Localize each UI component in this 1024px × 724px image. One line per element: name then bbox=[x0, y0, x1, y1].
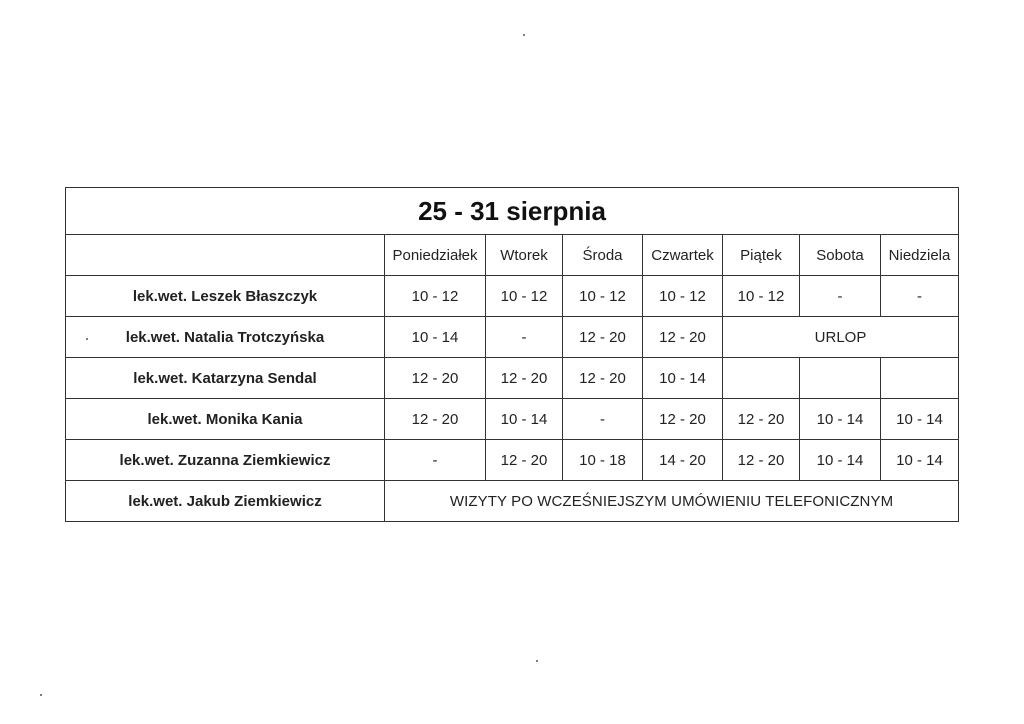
vet-name: lek.wet. Monika Kania bbox=[66, 399, 385, 440]
hours-cell: - bbox=[385, 440, 486, 481]
hours-cell: 10 - 14 bbox=[881, 399, 959, 440]
hours-cell bbox=[881, 358, 959, 399]
scan-speck bbox=[40, 694, 42, 696]
hours-cell: 14 - 20 bbox=[643, 440, 723, 481]
vet-name: lek.wet. Jakub Ziemkiewicz bbox=[66, 481, 385, 522]
day-header-monday: Poniedziałek bbox=[385, 235, 486, 276]
table-row bbox=[66, 358, 959, 399]
hours-cell: 10 - 14 bbox=[385, 317, 486, 358]
hours-cell: 10 - 12 bbox=[486, 276, 563, 317]
hours-cell: 12 - 20 bbox=[486, 440, 563, 481]
hours-cell: 10 - 14 bbox=[486, 399, 563, 440]
vet-name: lek.wet. Leszek Błaszczyk bbox=[66, 276, 385, 317]
hours-cell: 12 - 20 bbox=[643, 399, 723, 440]
hours-cell: 10 - 14 bbox=[800, 440, 881, 481]
hours-cell: - bbox=[800, 276, 881, 317]
hours-cell bbox=[800, 358, 881, 399]
vet-name: lek.wet. Natalia Trotczyńska bbox=[66, 317, 385, 358]
hours-cell: 12 - 20 bbox=[385, 358, 486, 399]
scan-speck bbox=[523, 34, 525, 36]
table-row bbox=[66, 440, 959, 481]
day-header-wednesday: Środa bbox=[563, 235, 643, 276]
scan-speck bbox=[536, 660, 538, 662]
schedule-table bbox=[65, 187, 959, 522]
table-row bbox=[66, 317, 959, 358]
hours-cell: 10 - 12 bbox=[563, 276, 643, 317]
hours-cell: 10 - 12 bbox=[723, 276, 800, 317]
hours-cell: 12 - 20 bbox=[486, 358, 563, 399]
hours-cell: - bbox=[486, 317, 563, 358]
hours-cell: - bbox=[881, 276, 959, 317]
vet-name: lek.wet. Zuzanna Ziemkiewicz bbox=[66, 440, 385, 481]
appointment-note: WIZYTY PO WCZEŚNIEJSZYM UMÓWIENIU TELEFONICZNYM bbox=[385, 481, 959, 522]
hours-cell: 10 - 12 bbox=[643, 276, 723, 317]
day-header-tuesday: Wtorek bbox=[486, 235, 563, 276]
hours-cell: 10 - 14 bbox=[881, 440, 959, 481]
hours-cell: - bbox=[563, 399, 643, 440]
day-header-friday: Piątek bbox=[723, 235, 800, 276]
hours-cell: 10 - 14 bbox=[643, 358, 723, 399]
vet-name: lek.wet. Katarzyna Sendal bbox=[66, 358, 385, 399]
hours-cell: 12 - 20 bbox=[723, 399, 800, 440]
day-header-thursday: Czwartek bbox=[643, 235, 723, 276]
day-header-saturday: Sobota bbox=[800, 235, 881, 276]
leave-cell: URLOP bbox=[723, 317, 959, 358]
hours-cell: 12 - 20 bbox=[563, 358, 643, 399]
schedule-title: 25 - 31 sierpnia bbox=[66, 188, 959, 235]
title-row bbox=[66, 188, 959, 235]
hours-cell: 12 - 20 bbox=[643, 317, 723, 358]
hours-cell bbox=[723, 358, 800, 399]
hours-cell: 12 - 20 bbox=[385, 399, 486, 440]
hours-cell: 10 - 12 bbox=[385, 276, 486, 317]
day-header-row bbox=[66, 235, 959, 276]
hours-cell: 12 - 20 bbox=[563, 317, 643, 358]
table-row bbox=[66, 276, 959, 317]
hours-cell: 12 - 20 bbox=[723, 440, 800, 481]
day-header-sunday: Niedziela bbox=[881, 235, 959, 276]
table-row bbox=[66, 399, 959, 440]
hours-cell: 10 - 14 bbox=[800, 399, 881, 440]
table-row bbox=[66, 481, 959, 522]
header-empty-cell bbox=[66, 235, 385, 276]
hours-cell: 10 - 18 bbox=[563, 440, 643, 481]
